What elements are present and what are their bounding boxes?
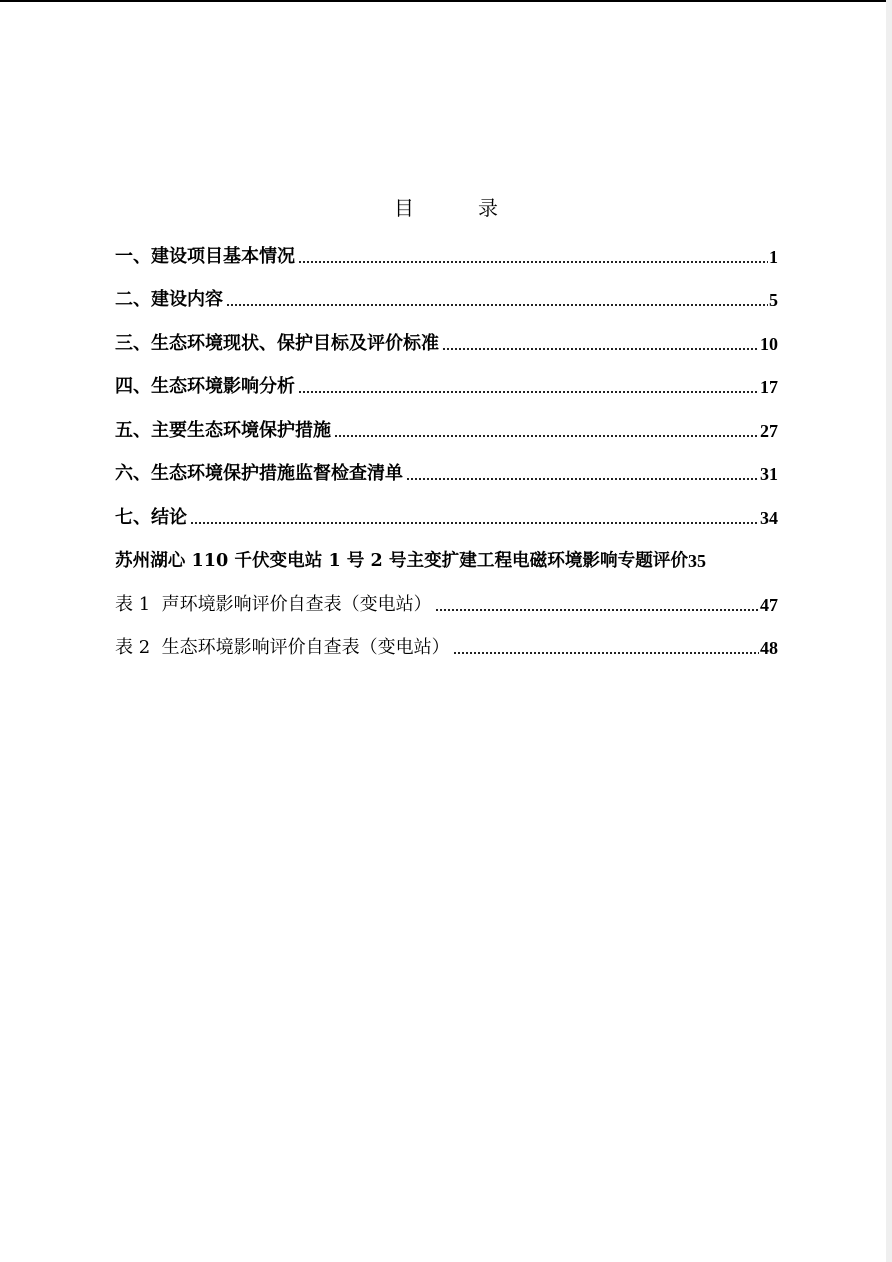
toc-entry-eco-status[interactable] xyxy=(115,322,778,366)
page-title: 目 录 xyxy=(394,196,520,220)
toc-entry-label: 六、生态环境保护措施监督检查清单 xyxy=(115,463,403,485)
toc-entry-table-2[interactable] xyxy=(115,627,778,671)
toc-entry-eco-impact-analysis[interactable] xyxy=(115,366,778,410)
toc-dot-leader xyxy=(298,389,759,395)
page-top-border xyxy=(0,0,892,2)
toc-dot-leader xyxy=(453,650,759,656)
toc-entry-label: 五、主要生态环境保护措施 xyxy=(115,419,331,441)
table-of-contents xyxy=(115,235,778,670)
toc-entry-construction-content[interactable] xyxy=(115,279,778,323)
toc-entry-label: 七、结论 xyxy=(115,506,187,528)
toc-entry-em-special-assessment[interactable] xyxy=(115,540,790,584)
toc-entry-protection-measures[interactable] xyxy=(115,409,778,453)
toc-dot-leader xyxy=(226,302,768,308)
toc-dot-leader xyxy=(435,607,759,613)
toc-entry-supervision-checklist[interactable] xyxy=(115,453,778,497)
toc-page-number: 1 xyxy=(769,246,778,267)
toc-table-title: 生态环境影响评价自查表（变电站） xyxy=(161,637,450,659)
toc-entry-label xyxy=(115,593,432,617)
toc-page-number: 35 xyxy=(688,551,706,572)
toc-table-prefix: 表 1 xyxy=(115,593,151,615)
toc-entry-conclusion[interactable] xyxy=(115,496,778,540)
toc-page-number: 27 xyxy=(760,420,778,441)
toc-page-number: 31 xyxy=(760,464,778,485)
toc-dot-leader xyxy=(334,433,759,439)
toc-page-number: 5 xyxy=(769,290,778,311)
toc-dot-leader xyxy=(190,520,759,526)
toc-entry-label: 三、生态环境现状、保护目标及评价标准 xyxy=(115,332,439,354)
page-right-edge xyxy=(886,0,892,1262)
toc-table-prefix: 表 2 xyxy=(115,637,151,659)
toc-page-number: 34 xyxy=(760,507,778,528)
toc-entry-label: 一、建设项目基本情况 xyxy=(115,245,295,267)
toc-page-number: 17 xyxy=(760,377,778,398)
toc-page-number: 47 xyxy=(760,594,778,615)
toc-entry-table-1[interactable] xyxy=(115,583,778,627)
toc-table-title: 声环境影响评价自查表（变电站） xyxy=(161,593,432,615)
toc-entry-label xyxy=(115,636,450,660)
toc-entry-basic-info[interactable] xyxy=(115,235,778,279)
toc-dot-leader xyxy=(406,476,759,482)
toc-dot-leader xyxy=(298,259,768,265)
toc-entry-label: 四、生态环境影响分析 xyxy=(115,376,295,398)
toc-dot-leader xyxy=(442,346,759,352)
toc-page-number: 48 xyxy=(760,638,778,659)
toc-entry-label: 苏州湖心 110 千伏变电站 1 号 2 号主变扩建工程电磁环境影响专题评价 xyxy=(115,550,688,572)
toc-entry-label: 二、建设内容 xyxy=(115,289,223,311)
toc-page-number: 10 xyxy=(760,333,778,354)
